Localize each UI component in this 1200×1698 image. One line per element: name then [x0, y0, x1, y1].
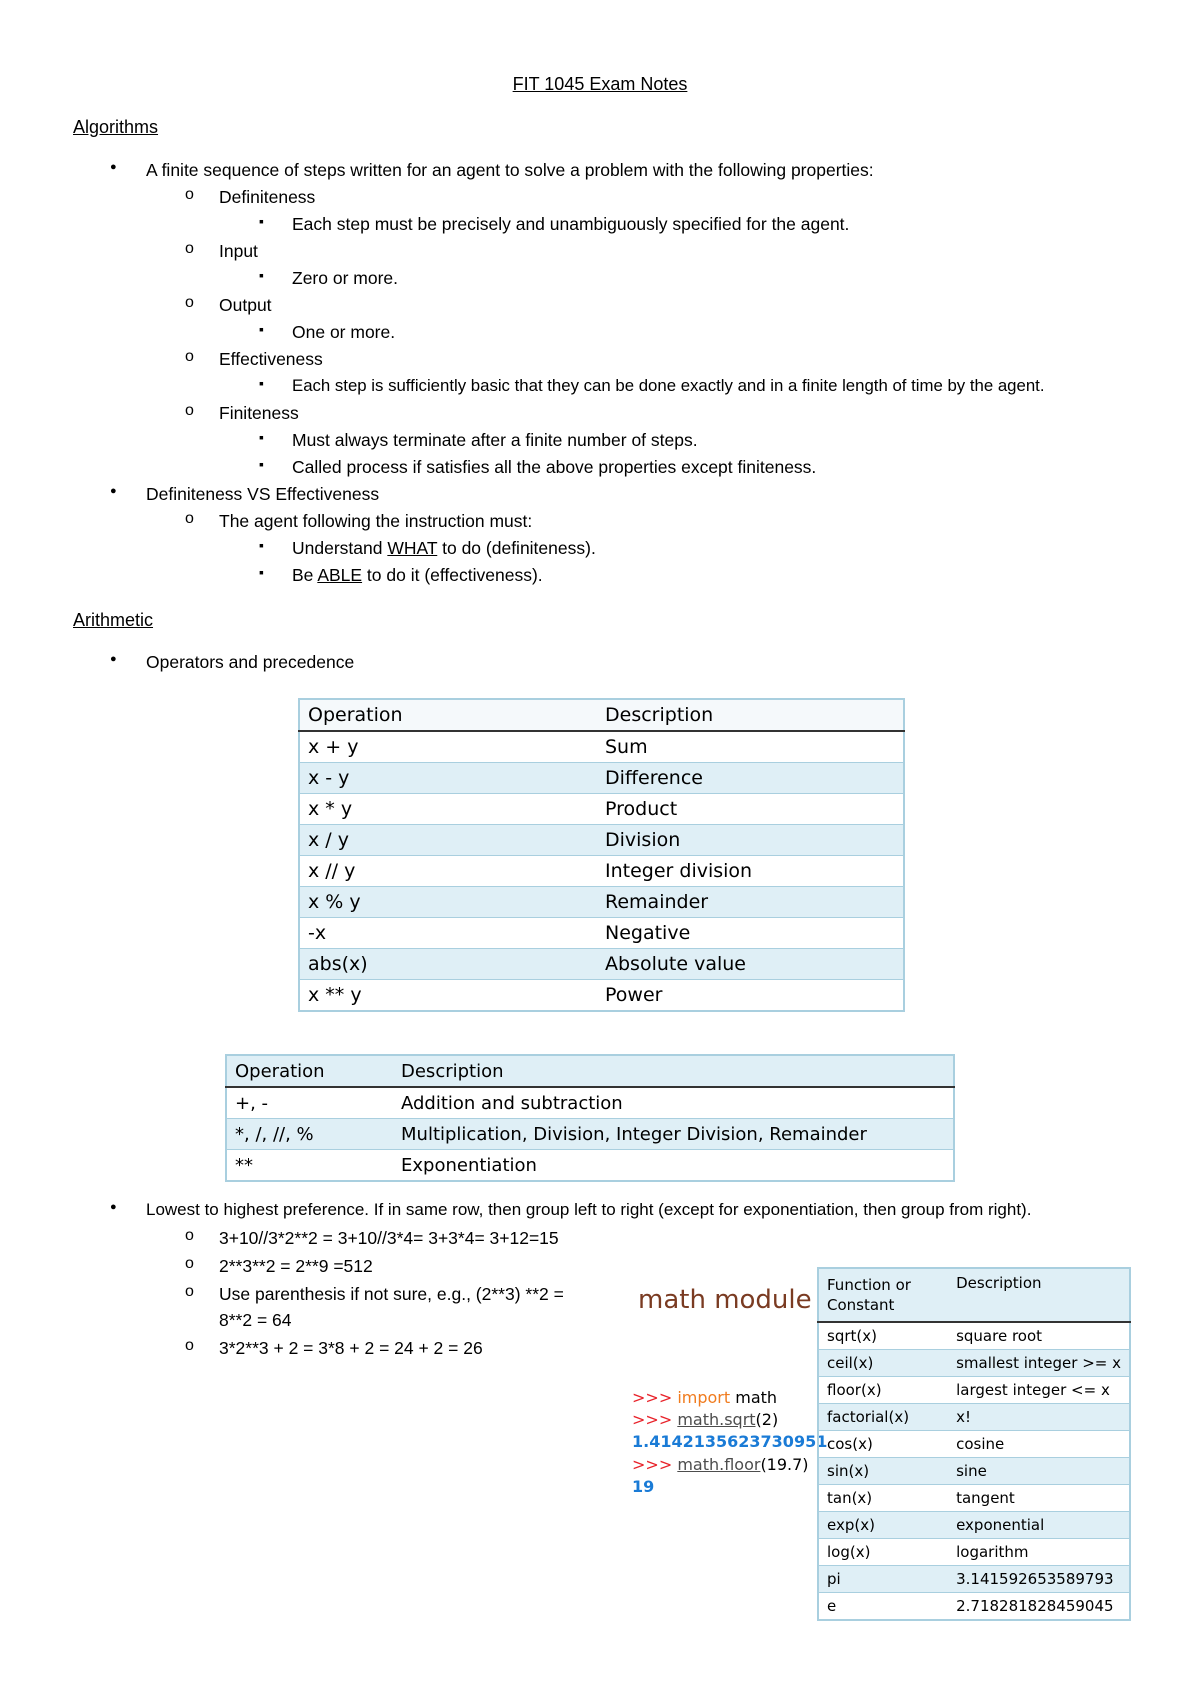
table-cell: sine [948, 1458, 1130, 1485]
precedence-table [225, 1054, 955, 1182]
table-cell: 2.718281828459045 [948, 1593, 1130, 1621]
operations-table [298, 698, 905, 1012]
table-row [226, 1119, 954, 1150]
table-cell: Difference [597, 763, 904, 794]
table-row [299, 794, 904, 825]
table-row [818, 1512, 1130, 1539]
table-cell: square root [948, 1322, 1130, 1350]
table-cell: x / y [299, 825, 597, 856]
property-definiteness: o Definiteness [219, 187, 315, 208]
table-cell: -x [299, 918, 597, 949]
table-header: Operation [226, 1055, 393, 1087]
table-cell: logarithm [948, 1539, 1130, 1566]
bullet-precedence-note: ● Lowest to highest preference. If in same row, then group left to right (except for exponentiation, then group from right). [146, 1200, 1031, 1220]
math-module-title: math module [638, 1285, 812, 1315]
table-cell: exp(x) [818, 1512, 948, 1539]
table-cell: exponential [948, 1512, 1130, 1539]
table-row [818, 1566, 1130, 1593]
table-row [818, 1539, 1130, 1566]
table-cell: cosine [948, 1431, 1130, 1458]
table-header: Description [393, 1055, 954, 1087]
table-cell: pi [818, 1566, 948, 1593]
table-row [226, 1150, 954, 1182]
table-cell: Remainder [597, 887, 904, 918]
property-detail: ▪ One or more. [292, 322, 395, 343]
table-cell: Addition and subtraction [393, 1087, 954, 1119]
property-effectiveness: o Effectiveness [219, 349, 323, 370]
table-cell: Negative [597, 918, 904, 949]
table-header: Description [597, 699, 904, 731]
table-cell: +, - [226, 1087, 393, 1119]
table-row [818, 1350, 1130, 1377]
table-cell: factorial(x) [818, 1404, 948, 1431]
table-cell: sqrt(x) [818, 1322, 948, 1350]
bullet-definiteness-vs-effectiveness: ● Definiteness VS Effectiveness [146, 484, 379, 505]
table-cell: e [818, 1593, 948, 1621]
table-row [226, 1087, 954, 1119]
table-row [299, 763, 904, 794]
table-cell: ceil(x) [818, 1350, 948, 1377]
table-cell: floor(x) [818, 1377, 948, 1404]
table-cell: x - y [299, 763, 597, 794]
table-row [299, 856, 904, 887]
table-cell: smallest integer >= x [948, 1350, 1130, 1377]
code-line: >>> math.sqrt(2) [632, 1410, 779, 1429]
table-cell: x % y [299, 887, 597, 918]
example-line: o Use parenthesis if not sure, e.g., (2**3) **2 = [219, 1284, 564, 1305]
table-cell: x + y [299, 731, 597, 763]
table-cell: tan(x) [818, 1485, 948, 1512]
table-cell: Division [597, 825, 904, 856]
code-output: 1.4142135623730951 [632, 1432, 828, 1451]
example-line-continued: 8**2 = 64 [219, 1310, 292, 1330]
table-row [818, 1485, 1130, 1512]
table-cell: Exponentiation [393, 1150, 954, 1182]
table-row [299, 731, 904, 763]
property-detail: ▪ Called process if satisfies all the above properties except finiteness. [292, 457, 816, 478]
table-header: Function or Constant [818, 1268, 948, 1322]
table-cell: Multiplication, Division, Integer Division, Remainder [393, 1119, 954, 1150]
table-row [299, 980, 904, 1012]
section-heading-algorithms: Algorithms [73, 117, 159, 137]
page-title: FIT 1045 Exam Notes [512, 74, 688, 94]
property-detail: ▪ Each step must be precisely and unambiguously specified for the agent. [292, 214, 849, 235]
example-line: o 2**3**2 = 2**9 =512 [219, 1256, 373, 1277]
vs-item-understand: ▪ Understand WHAT to do (definiteness). [292, 538, 596, 559]
example-line: o 3*2**3 + 2 = 3*8 + 2 = 24 + 2 = 26 [219, 1338, 483, 1359]
vs-subheading: o The agent following the instruction must: [219, 511, 532, 532]
table-cell: Integer division [597, 856, 904, 887]
table-cell: x! [948, 1404, 1130, 1431]
table-header: Description [948, 1268, 1130, 1322]
table-cell: ** [226, 1150, 393, 1182]
property-detail: ▪ Each step is sufficiently basic that they can be done exactly and in a finite length of time by the agent. [292, 376, 1045, 396]
table-row [818, 1431, 1130, 1458]
table-cell: x // y [299, 856, 597, 887]
table-cell: x ** y [299, 980, 597, 1012]
table-cell: largest integer <= x [948, 1377, 1130, 1404]
table-cell: Power [597, 980, 904, 1012]
code-line: >>> math.floor(19.7) [632, 1455, 809, 1474]
table-cell: Sum [597, 731, 904, 763]
property-output: o Output [219, 295, 272, 316]
table-cell: abs(x) [299, 949, 597, 980]
table-row [818, 1377, 1130, 1404]
bullet-operators-precedence: ● Operators and precedence [146, 652, 354, 673]
table-row [818, 1404, 1130, 1431]
table-header: Operation [299, 699, 597, 731]
property-input: o Input [219, 241, 258, 262]
property-finiteness: o Finiteness [219, 403, 299, 424]
code-line: >>> import math [632, 1388, 778, 1407]
table-row [818, 1458, 1130, 1485]
table-cell: log(x) [818, 1539, 948, 1566]
table-cell: *, /, //, % [226, 1119, 393, 1150]
property-detail: ▪ Must always terminate after a finite number of steps. [292, 430, 698, 451]
table-cell: cos(x) [818, 1431, 948, 1458]
table-row [299, 918, 904, 949]
table-cell: x * y [299, 794, 597, 825]
table-row [299, 887, 904, 918]
table-cell: Absolute value [597, 949, 904, 980]
property-detail: ▪ Zero or more. [292, 268, 398, 289]
vs-item-able: ▪ Be ABLE to do it (effectiveness). [292, 565, 543, 586]
table-cell: tangent [948, 1485, 1130, 1512]
table-row [299, 825, 904, 856]
table-row [299, 949, 904, 980]
table-cell: 3.141592653589793 [948, 1566, 1130, 1593]
code-output: 19 [632, 1477, 655, 1496]
example-line: o 3+10//3*2**2 = 3+10//3*4= 3+3*4= 3+12=15 [219, 1228, 559, 1249]
bullet-algorithm-definition: ● A finite sequence of steps written for an agent to solve a problem with the following properties: [146, 160, 874, 181]
math-functions-table [817, 1267, 1131, 1621]
table-cell: Product [597, 794, 904, 825]
section-heading-arithmetic: Arithmetic [73, 610, 154, 630]
table-row [818, 1322, 1130, 1350]
table-cell: sin(x) [818, 1458, 948, 1485]
table-row [818, 1593, 1130, 1621]
